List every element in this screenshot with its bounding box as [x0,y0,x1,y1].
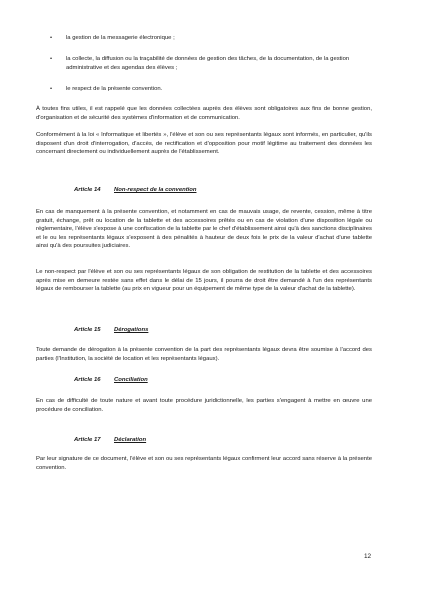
bullet-icon: • [50,86,53,92]
paragraph-restitution: Le non-respect par l'élève et son ou ses représentants légaux de son obligation de restitution de la tablette et des accessoires après mise en demeure restée sans effet dans le délai de 15 jours, il pourra de droit être demandé à l'un des représentants légaux de rembourser la tablette (au prix en vigueur pour un équipement de même type de la valeur d'achat de la tablette). [36,269,372,293]
article-title: Conciliation [114,377,148,383]
bullet-item [50,34,370,43]
paragraph-derogation: Toute demande de dérogation à la présente convention de la part des représentants légaux devra être soumise à l'accord des parties (l'Institution, la société de location et les représentants légaux). [36,347,372,362]
article-number: Article 14 [74,187,101,193]
bullet-text: la collecte, la diffusion ou la traçabilité de données de gestion des tâches, de la documentation, de la gestion administrative et des agendas des élèves ; [66,56,350,71]
paragraph-breach: En cas de manquement à la présente convention, et notamment en cas de mauvais usage, de revente, cession, même à titre gratuit, échange, prêt ou location de la tablette et des accessoires prêtés ou en cas de violation d'une disposition légale ou réglementaire, l'élève s'expose à une confiscation de la tablette par le chef d'établissement ainsi qu'à des sanctions disciplinaires et le ou les représentants légaux s'exposent à des pénalités à hauteur de deux fois le prix de la valeur d'achat d'une tablette ainsi qu'à des poursuites judiciaires. [36,209,372,250]
bullet-text: la gestion de la messagerie électronique ; [66,35,175,41]
article-heading [74,326,148,335]
paragraph-conciliation: En cas de difficulté de toute nature et avant toute procédure juridictionnelle, les parties s'engagent à mettre en œuvre une procédure de conciliation. [36,398,372,413]
paragraph-privacy-rights: Conformément à la loi « Informatique et libertés », l'élève et son ou ses représentants légaux sont informés, en particulier, qu'ils disposent d'un droit d'interrogation, d'accès, de rectification et d'opposition pour motif légitime au traitement des données les concernant directement ou individuellement auprès de l'établissement. [36,132,372,156]
bullet-icon: • [50,56,53,62]
article-title: Dérogations [114,327,149,333]
article-title: Non-respect de la convention [114,187,197,193]
bullet-item [50,85,370,94]
bullet-text: le respect de la présente convention. [66,86,163,92]
paragraph-data-collection: À toutes fins utiles, il est rappelé que les données collectées auprès des élèves sont obligatoires aux fins de bonne gestion, d'organisation et de sécurité des systèmes d'information et de communication. [36,106,372,121]
bullet-icon: • [50,35,53,41]
article-number: Article 17 [74,437,101,443]
article-heading [74,376,148,385]
paragraph-declaration: Par leur signature de ce document, l'élève et son ou ses représentants légaux confirment leur accord sans réserve à la présente convention. [36,456,372,471]
article-number: Article 15 [74,327,101,333]
article-number: Article 16 [74,377,101,383]
page-number: 12 [364,553,372,560]
article-heading [74,436,146,445]
bullet-item [50,55,370,72]
article-title: Déclaration [114,437,147,443]
article-heading [74,186,196,195]
